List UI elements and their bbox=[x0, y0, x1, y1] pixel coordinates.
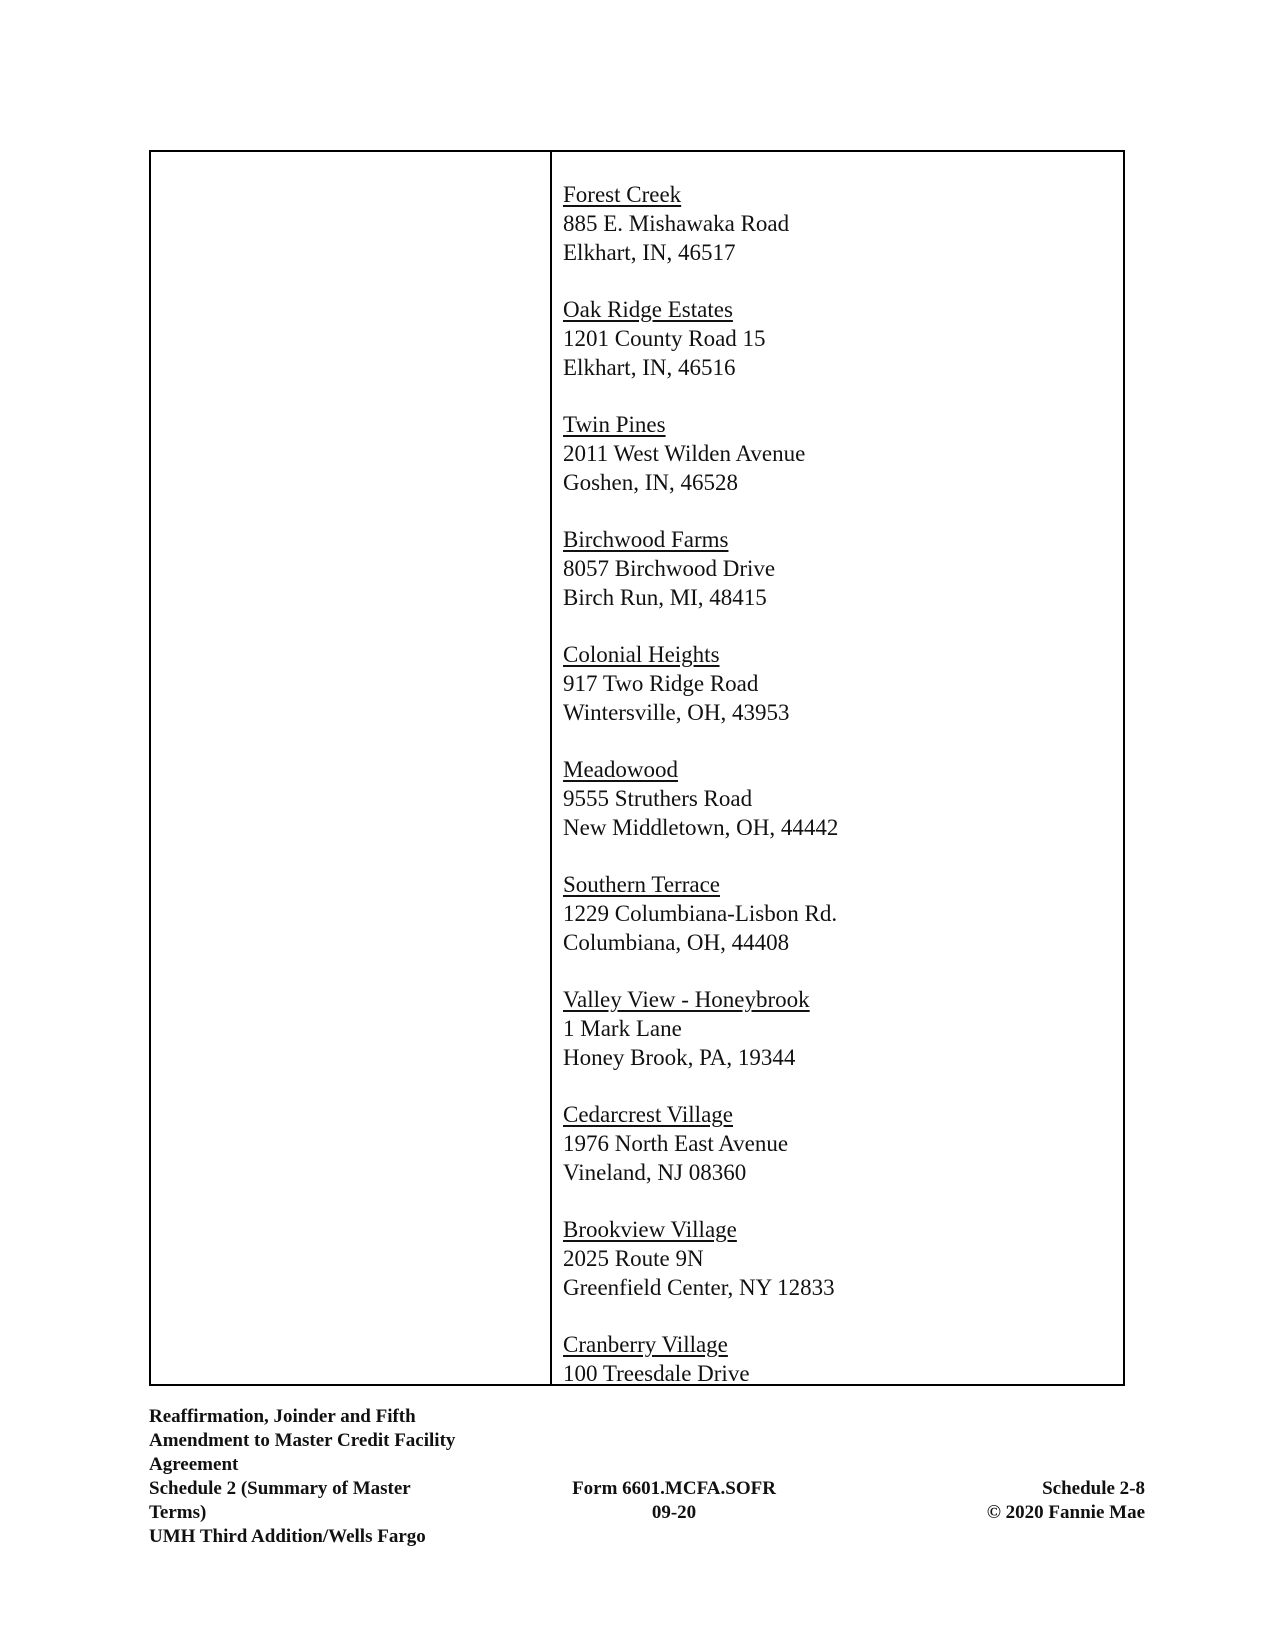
property-entry bbox=[563, 1215, 1123, 1302]
property-entry bbox=[563, 525, 1123, 612]
property-name: Oak Ridge Estates bbox=[563, 297, 733, 322]
property-address: 1976 North East Avenue bbox=[563, 1131, 789, 1156]
property-city: Wintersville, OH, 43953 bbox=[563, 700, 790, 725]
property-entry bbox=[563, 1330, 1123, 1384]
copyright: © 2020 Fannie Mae bbox=[986, 1502, 1145, 1523]
property-name: Twin Pines bbox=[563, 412, 666, 437]
property-city: New Middletown, OH, 44442 bbox=[563, 815, 839, 840]
property-city: Vineland, NJ 08360 bbox=[563, 1160, 747, 1185]
table-left-column bbox=[151, 152, 552, 1384]
property-address: 2011 West Wilden Avenue bbox=[563, 441, 806, 466]
property-name: Meadowood bbox=[563, 757, 678, 782]
property-list bbox=[552, 152, 1123, 1384]
property-entry bbox=[563, 180, 1123, 267]
page-number: Schedule 2-8 bbox=[1042, 1478, 1145, 1499]
footer-title-line: Agreement bbox=[149, 1454, 239, 1475]
property-address: 1201 County Road 15 bbox=[563, 326, 766, 351]
footer-title-line: UMH Third Addition/Wells Fargo bbox=[149, 1526, 426, 1547]
property-entry bbox=[563, 1100, 1123, 1187]
property-name: Cedarcrest Village bbox=[563, 1102, 733, 1127]
property-name: Valley View - Honeybrook bbox=[563, 987, 810, 1012]
property-city: Birch Run, MI, 48415 bbox=[563, 585, 767, 610]
property-address: 917 Two Ridge Road bbox=[563, 671, 759, 696]
page-footer bbox=[149, 1405, 1145, 1555]
property-city: Greenfield Center, NY 12833 bbox=[563, 1275, 835, 1300]
summary-table bbox=[149, 150, 1125, 1386]
property-entry bbox=[563, 640, 1123, 727]
property-city: Honey Brook, PA, 19344 bbox=[563, 1045, 796, 1070]
property-address: 8057 Birchwood Drive bbox=[563, 556, 776, 581]
property-name: Brookview Village bbox=[563, 1217, 737, 1242]
property-city: Goshen, IN, 46528 bbox=[563, 470, 739, 495]
footer-title-line: Terms) bbox=[149, 1502, 207, 1523]
property-name: Birchwood Farms bbox=[563, 527, 729, 552]
footer-title-line: Schedule 2 (Summary of Master bbox=[149, 1478, 411, 1499]
property-name: Colonial Heights bbox=[563, 642, 720, 667]
property-entry bbox=[563, 870, 1123, 957]
footer-title-line: Amendment to Master Credit Facility bbox=[149, 1430, 456, 1451]
property-city: Elkhart, IN, 46516 bbox=[563, 355, 736, 380]
property-entry bbox=[563, 410, 1123, 497]
footer-page-info bbox=[885, 1477, 1145, 1525]
property-address: 9555 Struthers Road bbox=[563, 786, 753, 811]
form-date: 09-20 bbox=[651, 1502, 697, 1523]
property-name: Cranberry Village bbox=[563, 1332, 728, 1357]
property-address: 2025 Route 9N bbox=[563, 1246, 704, 1271]
property-name: Forest Creek bbox=[563, 182, 682, 207]
property-entry bbox=[563, 755, 1123, 842]
property-name: Southern Terrace bbox=[563, 872, 720, 897]
property-city: Elkhart, IN, 46517 bbox=[563, 240, 736, 265]
property-city: Columbiana, OH, 44408 bbox=[563, 930, 790, 955]
footer-title-line: Reaffirmation, Joinder and Fifth bbox=[149, 1406, 416, 1427]
property-entry bbox=[563, 985, 1123, 1072]
property-address: 1229 Columbiana-Lisbon Rd. bbox=[563, 901, 838, 926]
property-address: 885 E. Mishawaka Road bbox=[563, 211, 790, 236]
form-number: Form 6601.MCFA.SOFR bbox=[572, 1478, 776, 1499]
property-address: 100 Treesdale Drive bbox=[563, 1361, 750, 1384]
property-address: 1 Mark Lane bbox=[563, 1016, 682, 1041]
footer-form-number bbox=[554, 1477, 794, 1525]
footer-document-title bbox=[149, 1405, 509, 1549]
property-entry bbox=[563, 295, 1123, 382]
